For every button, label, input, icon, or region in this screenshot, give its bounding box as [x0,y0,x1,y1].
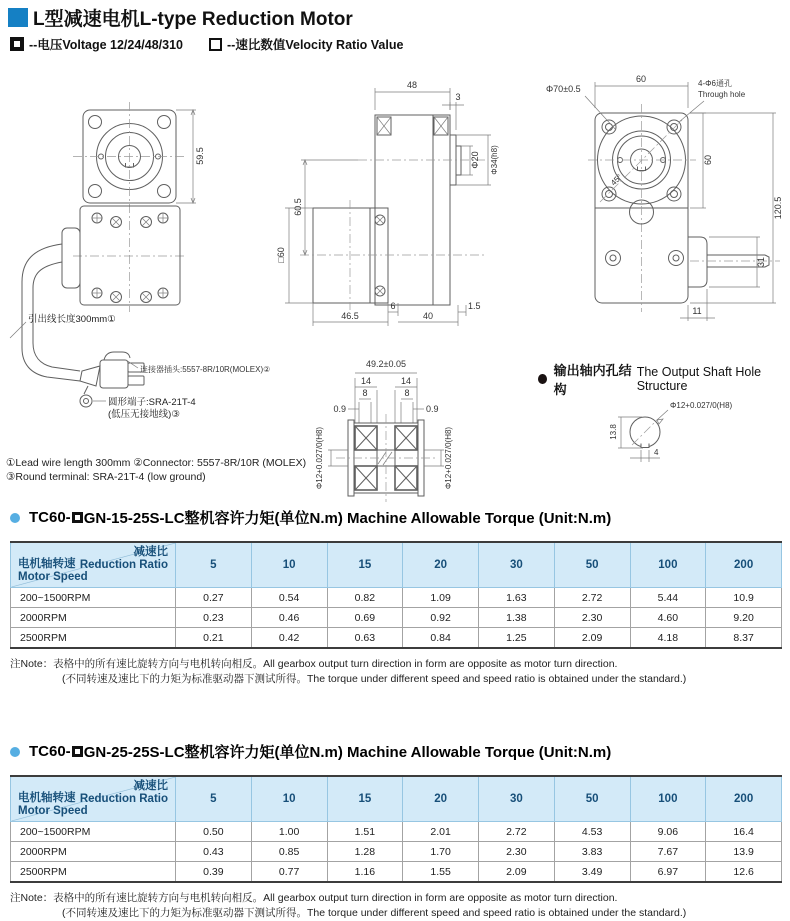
dim-top60: 60 [635,74,647,84]
table1-title-prefix: TC60- [29,509,71,526]
table2-ratio-header: 20 [403,776,479,822]
table2-ratio-header: 10 [251,776,327,822]
table1-title-rest: GN-15-25S-LC整机容许力矩(单位N.m) Machine Allowable Torque (Unit:N.m) [83,510,612,527]
corner-reduction-ratio-cn: 减速比 [133,780,168,792]
rear-view-drawing [530,60,790,505]
torque-value: 1.51 [327,822,403,842]
dim-8-left: 8 [362,388,368,398]
dim-flange: Φ70±0.5 [546,84,581,94]
table2-note [10,891,782,921]
drawing-footnotes [6,456,306,484]
footnote-2: ③Round terminal: SRA-21T-4 (low ground) [6,471,206,483]
bullet-icon [10,513,20,523]
torque-value: 10.9 [706,588,782,608]
table2-corner-cell [11,776,176,822]
output-hole-heading-en: The Output Shaft Hole Structure [636,365,762,393]
torque-value: 1.25 [479,628,555,649]
dim-hole-key: 4 [654,448,659,457]
corner-motor-speed-cn: 电机轴转速 [18,558,76,570]
speed-label: 2000RPM [11,842,176,862]
output-hole-structure [609,401,733,462]
dim-hole-bore: Φ12+0.027/0(H8) [670,401,733,410]
torque-table-2 [10,775,782,883]
torque-value: 0.77 [251,862,327,883]
dim-59-5: 59.5 [195,147,205,165]
speed-label: 2000RPM [11,608,176,628]
torque-table-2-block [10,741,782,921]
dim-09-right: 0.9 [426,404,439,414]
corner-motor-speed-en: Motor Speed [18,571,88,583]
torque-value: 0.84 [403,628,479,649]
note-line-1: 注Note：表格中的所有速比旋转方向与电机转向相反。All gearbox output turn direction in form are opposite as motor turn direction. [10,658,618,670]
table1-ratio-header: 5 [176,542,252,588]
torque-value: 9.06 [630,822,706,842]
dim-d34: Φ34(h8) [490,145,499,175]
label-holes-cn: 4-Φ6通孔 [698,79,732,88]
table2-ratio-header: 30 [479,776,555,822]
corner-reduction-ratio-en: Reduction Ratio [79,559,168,571]
table1-ratio-header: 50 [554,542,630,588]
note-line-2: (不同转速及速比下的力矩为标准驱动器下测试所得。The torque under different speed and speed ratio is obtained under the standard.) [62,673,687,685]
table1-ratio-header: 30 [479,542,555,588]
ratio-square-icon [209,38,222,51]
dim-31: 31 [756,256,766,268]
torque-value: 0.82 [327,588,403,608]
corner-reduction-ratio-en: Reduction Ratio [79,793,168,805]
corner-reduction-ratio-cn: 减速比 [133,546,168,558]
table1-ratio-header: 20 [403,542,479,588]
torque-value: 16.4 [706,822,782,842]
rear-view [588,104,780,312]
corner-motor-speed-cn: 电机轴转速 [18,792,76,804]
torque-value: 5.44 [630,588,706,608]
torque-value: 3.83 [554,842,630,862]
torque-table-2-title [10,741,782,762]
table2-ratio-header: 50 [554,776,630,822]
torque-value: 0.50 [176,822,252,842]
dim-14-left: 14 [360,376,372,386]
dim-d20: Φ20 [470,151,480,169]
dim-14-right: 14 [400,376,412,386]
label-holes-en: Through hole [698,90,746,99]
dim-1-5: 1.5 [468,301,481,311]
dim-46-5: 46.5 [341,311,359,321]
torque-value: 0.39 [176,862,252,883]
torque-value: 2.09 [554,628,630,649]
torque-value: 4.60 [630,608,706,628]
section-dot-icon [538,374,547,384]
dim-60-5: 60.5 [293,198,303,216]
torque-value: 0.43 [176,842,252,862]
dim-side60: 60 [703,154,713,166]
label-lead-wire: 引出线长度300mm① [28,314,116,325]
table-row [11,588,782,608]
footnote-1: ①Lead wire length 300mm ②Connector: 5557-8R/10R (MOLEX) [6,457,307,469]
torque-value: 4.18 [630,628,706,649]
torque-value: 0.46 [251,608,327,628]
label-connector: 连接器插头:5557-8R/10R(MOLEX)② [140,365,271,374]
speed-label: 200~1500RPM [11,588,176,608]
dim-09-left: 0.9 [333,404,346,414]
dim-45deg: 45° [609,172,624,188]
table2-ratio-header: 200 [706,776,782,822]
torque-value: 2.30 [554,608,630,628]
torque-table-1-block [10,507,782,687]
table-row [11,628,782,649]
corner-motor-speed-en: Motor Speed [18,805,88,817]
voltage-square-icon [10,37,24,51]
torque-value: 0.85 [251,842,327,862]
torque-value: 0.63 [327,628,403,649]
legend-row [10,35,403,53]
front-view-motor [62,102,187,312]
note-line-2: (不同转速及速比下的力矩为标准驱动器下测试所得。The torque under different speed and speed ratio is obtained under the standard.) [62,907,687,919]
note-line-1: 注Note：表格中的所有速比旋转方向与电机转向相反。All gearbox output turn direction in form are opposite as motor turn direction. [10,892,618,904]
speed-label: 2500RPM [11,628,176,649]
table2-title-prefix: TC60- [29,743,71,760]
page-title: L型减速电机L-type Reduction Motor [33,9,353,30]
cross-section [315,359,453,502]
torque-value: 1.00 [251,822,327,842]
torque-value: 2.72 [479,822,555,842]
torque-value: 1.16 [327,862,403,883]
torque-value: 7.67 [630,842,706,862]
table2-ratio-header: 5 [176,776,252,822]
torque-value: 2.01 [403,822,479,842]
side-view-drawing [270,60,530,505]
torque-value: 0.42 [251,628,327,649]
dim-120-5: 120.5 [773,196,783,220]
dim-49-2: 49.2±0.05 [366,359,406,369]
side-view [300,115,485,310]
label-terminal-2: (低压无接地线)③ [108,409,180,420]
table2-ratio-header: 100 [630,776,706,822]
torque-value: 0.23 [176,608,252,628]
torque-value: 1.09 [403,588,479,608]
table-row [11,822,782,842]
dim-sq60: □60 [276,247,286,263]
torque-value: 1.55 [403,862,479,883]
legend-ratio-label: --速比数值Velocity Ratio Value [227,38,404,52]
dim-bore-left: Φ12+0.027/0(H8) [315,426,324,490]
table1-ratio-header: 200 [706,542,782,588]
torque-value: 0.27 [176,588,252,608]
table1-ratio-header: 15 [327,542,403,588]
torque-value: 4.53 [554,822,630,842]
legend-voltage-label: --电压Voltage 12/24/48/310 [29,38,184,52]
output-hole-heading [538,360,790,398]
front-view-cable [22,244,144,407]
torque-value: 12.6 [706,862,782,883]
table1-note [10,657,782,687]
table2-title-rest: GN-25-25S-LC整机容许力矩(单位N.m) Machine Allowable Torque (Unit:N.m) [83,744,612,761]
dim-hole-depth: 13.8 [609,424,618,440]
dim-bore-right: Φ12+0.027/0(H8) [444,426,453,490]
dim-6: 6 [390,301,396,311]
dim-8-right: 8 [404,388,410,398]
table-row [11,862,782,883]
torque-value: 9.20 [706,608,782,628]
output-hole-heading-cn: 输出轴内孔结构 [553,363,632,397]
table2-ratio-header: 15 [327,776,403,822]
dim-48: 48 [406,80,418,90]
torque-value: 1.28 [327,842,403,862]
speed-label: 2500RPM [11,862,176,883]
torque-value: 2.72 [554,588,630,608]
torque-value: 2.09 [479,862,555,883]
torque-value: 8.37 [706,628,782,649]
torque-table-1 [10,541,782,649]
page-header [8,4,353,31]
dim-40: 40 [422,311,434,321]
table-row [11,842,782,862]
torque-value: 6.97 [630,862,706,883]
dim-11: 11 [692,306,702,316]
torque-value: 1.63 [479,588,555,608]
torque-table-1-title [10,507,782,528]
voltage-square-icon [72,512,83,523]
front-view-drawing [0,60,270,455]
torque-value: 0.92 [403,608,479,628]
torque-value: 13.9 [706,842,782,862]
table1-corner-cell [11,542,176,588]
bullet-icon [10,747,20,757]
table-row [11,608,782,628]
torque-value: 0.21 [176,628,252,649]
torque-value: 3.49 [554,862,630,883]
speed-label: 200~1500RPM [11,822,176,842]
torque-value: 2.30 [479,842,555,862]
title-square-icon [8,8,28,27]
voltage-square-icon [72,746,83,757]
table1-ratio-header: 100 [630,542,706,588]
table1-ratio-header: 10 [251,542,327,588]
torque-value: 0.54 [251,588,327,608]
dim-3: 3 [455,92,461,102]
torque-value: 0.69 [327,608,403,628]
torque-value: 1.38 [479,608,555,628]
torque-value: 1.70 [403,842,479,862]
label-terminal-1: 圆形端子:SRA-21T-4 [108,397,196,408]
